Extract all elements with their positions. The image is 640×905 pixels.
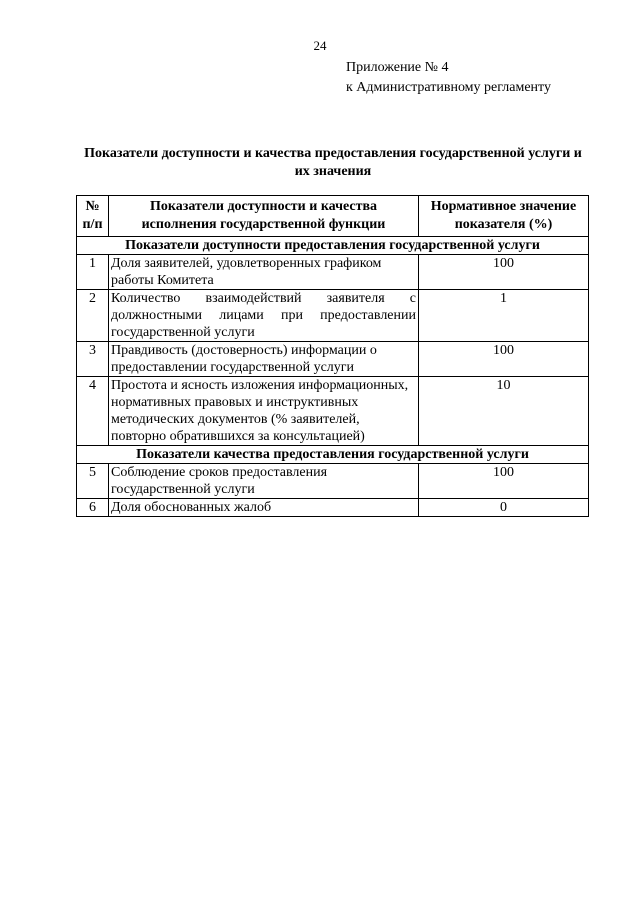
row-indicator: Соблюдение сроков предоставления государственной услуги xyxy=(109,464,419,499)
row-num: 2 xyxy=(77,290,109,342)
section-availability-title: Показатели доступности предоставления государственной услуги xyxy=(77,237,589,255)
row-value: 10 xyxy=(419,377,589,446)
section-row xyxy=(77,446,589,464)
table-row xyxy=(77,377,589,446)
table-row xyxy=(77,464,589,499)
appendix-number: Приложение № 4 xyxy=(346,60,449,75)
row-value: 0 xyxy=(419,499,589,517)
indicators-table xyxy=(76,195,589,517)
row-indicator: Правдивость (достоверность) информации о предоставлении государственной услуги xyxy=(109,342,419,377)
row-value: 100 xyxy=(419,342,589,377)
row-indicator: Доля заявителей, удовлетворенных графиком работы Комитета xyxy=(109,255,419,290)
row-indicator: Простота и ясность изложения информационных, нормативных правовых и инструктивных методических документов (% заявителей, повторно обратившихся за консультацией) xyxy=(109,377,419,446)
page-number: 24 xyxy=(313,38,327,53)
section-row xyxy=(77,237,589,255)
row-num: 1 xyxy=(77,255,109,290)
table-header-row xyxy=(77,196,589,237)
row-indicator: Количество взаимодействий заявителя с должностными лицами при предоставлении государственной услуги xyxy=(109,290,419,342)
header-value: Нормативное значение показателя (%) xyxy=(419,196,589,237)
header-num: № п/п xyxy=(77,196,109,237)
row-value: 1 xyxy=(419,290,589,342)
section-quality-title: Показатели качества предоставления государственной услуги xyxy=(77,446,589,464)
table-row xyxy=(77,290,589,342)
row-num: 3 xyxy=(77,342,109,377)
table-row xyxy=(77,499,589,517)
row-value: 100 xyxy=(419,464,589,499)
appendix-header xyxy=(346,58,551,98)
row-num: 4 xyxy=(77,377,109,446)
row-value: 100 xyxy=(419,255,589,290)
document-title: Показатели доступности и качества предоставления государственной услуги и их значения xyxy=(84,146,582,179)
row-indicator: Доля обоснованных жалоб xyxy=(109,499,419,517)
table-row xyxy=(77,255,589,290)
appendix-reference: к Административному регламенту xyxy=(346,80,551,95)
row-num: 6 xyxy=(77,499,109,517)
header-indicator: Показатели доступности и качества исполнения государственной функции xyxy=(109,196,419,237)
row-num: 5 xyxy=(77,464,109,499)
table-row xyxy=(77,342,589,377)
